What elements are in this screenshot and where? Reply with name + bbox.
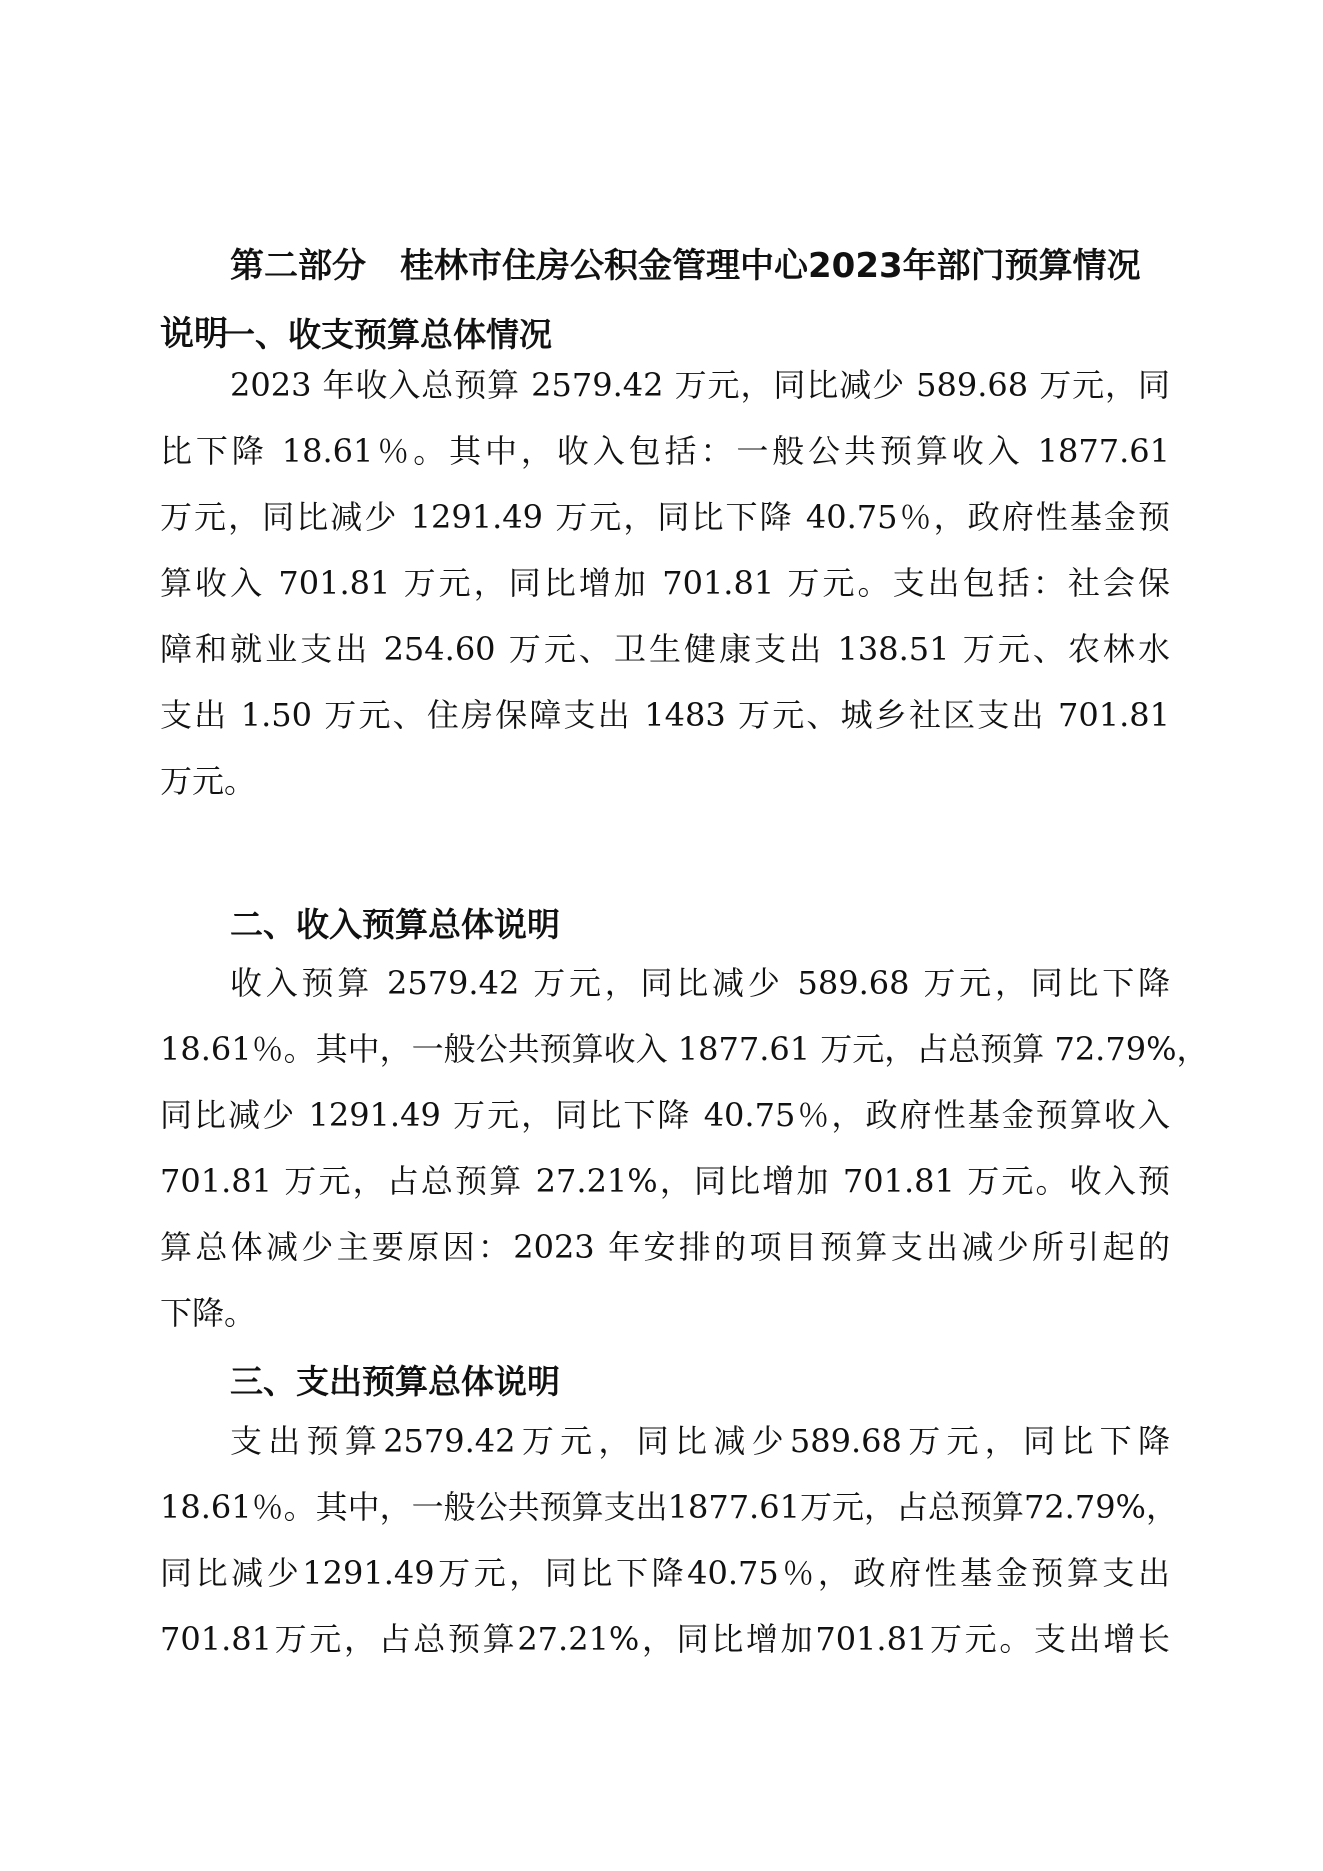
paragraph-line: 万元。 <box>160 762 257 800</box>
paragraph-line: 收入预算 2579.42 万元，同比减少 589.68 万元，同比下降 <box>230 964 1170 1002</box>
paragraph-line: 障和就业支出 254.60 万元、卫生健康支出 138.51 万元、农林水 <box>160 630 1170 668</box>
paragraph-line: 701.81万元，占总预算27.21%，同比增加701.81万元。支出增长 <box>160 1620 1170 1658</box>
paragraph-line: 万元，同比减少 1291.49 万元，同比下降 40.75％，政府性基金预 <box>160 498 1170 536</box>
paragraph-line: 18.61％。其中，一般公共预算收入 1877.61 万元，占总预算 72.79%， <box>160 1030 1209 1068</box>
section-2-body <box>160 950 1209 1346</box>
paragraph-line: 支出预算2579.42万元，同比减少589.68万元，同比下降 <box>230 1422 1170 1460</box>
section-heading-3: 三、支出预算总体说明 <box>230 1362 560 1401</box>
paragraph-line: 下降。 <box>160 1294 257 1332</box>
paragraph-line: 同比减少1291.49万元，同比下降40.75％，政府性基金预算支出 <box>160 1554 1170 1592</box>
section-1-body <box>160 352 1170 814</box>
paragraph-line: 算总体减少主要原因：2023 年安排的项目预算支出减少所引起的 <box>160 1228 1170 1266</box>
paragraph-line: 2023 年收入总预算 2579.42 万元，同比减少 589.68 万元，同 <box>230 366 1170 404</box>
paragraph-line: 支出 1.50 万元、住房保障支出 1483 万元、城乡社区支出 701.81 <box>160 696 1170 734</box>
paragraph-line: 算收入 701.81 万元，同比增加 701.81 万元。支出包括：社会保 <box>160 564 1170 602</box>
section-heading-1: 一、收支预算总体情况 <box>222 315 552 354</box>
paragraph-line: 同比减少 1291.49 万元，同比下降 40.75％，政府性基金预算收入 <box>160 1096 1170 1134</box>
paragraph-line: 18.61％。其中，一般公共预算支出1877.61万元，占总预算72.79%， <box>160 1488 1178 1526</box>
paragraph-line: 701.81 万元，占总预算 27.21%，同比增加 701.81 万元。收入预 <box>160 1162 1170 1200</box>
paragraph-line: 比下降 18.61％。其中，收入包括：一般公共预算收入 1877.61 <box>160 432 1170 470</box>
section-heading-2: 二、收入预算总体说明 <box>230 905 560 944</box>
document-title: 第二部分 桂林市住房公积金管理中心2023年部门预算情况说明 <box>160 246 1141 354</box>
section-3-body <box>160 1408 1178 1672</box>
